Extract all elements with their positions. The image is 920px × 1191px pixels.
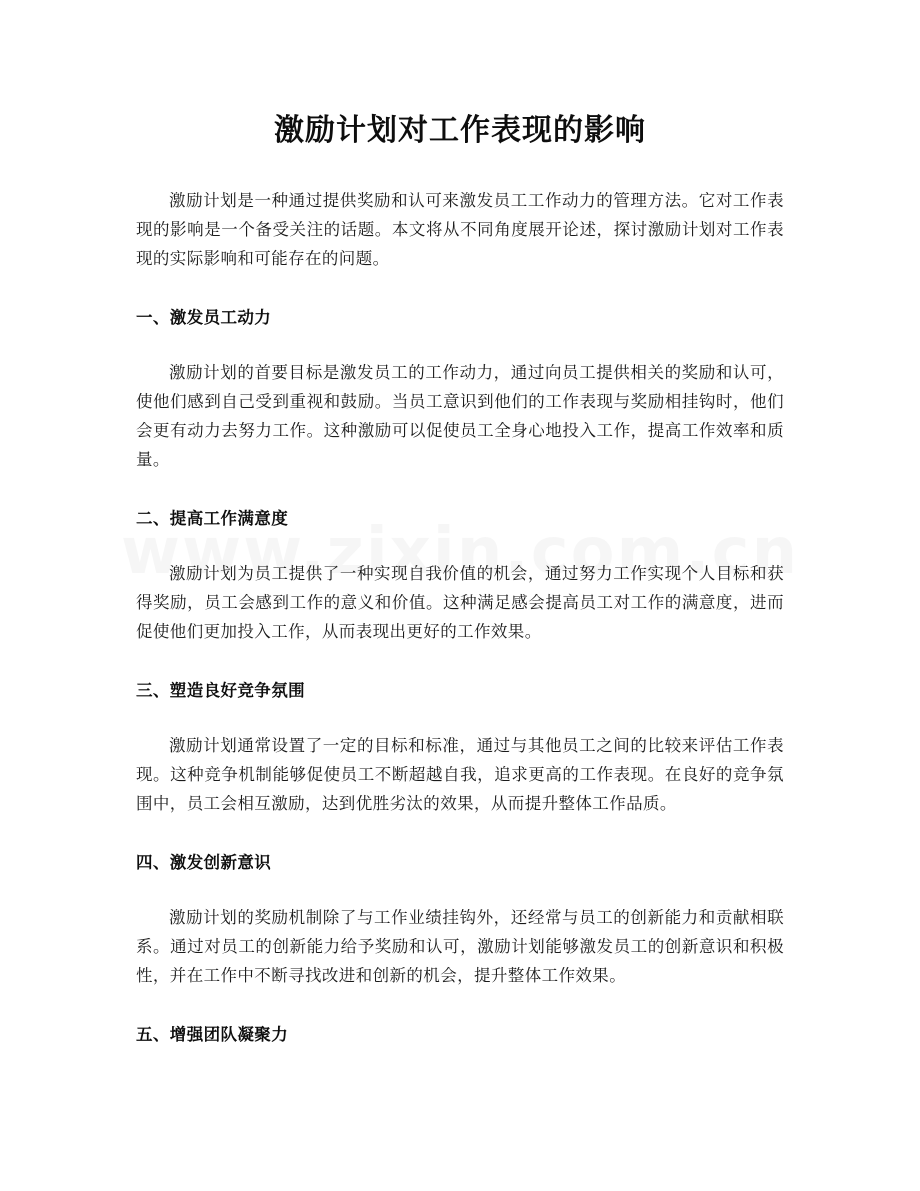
section-body-2: 激励计划为员工提供了一种实现自我价值的机会，通过努力工作实现个人目标和获得奖励，员工会感到工作的意义和价值。这种满足感会提高员工对工作的满意度，进而促使他们更加投入工作，从而表现出更好的工作效果。	[136, 564, 784, 641]
intro-paragraph: 激励计划是一种通过提供奖励和认可来激发员工工作动力的管理方法。它对工作表现的影响是一个备受关注的话题。本文将从不同角度展开论述，探讨激励计划对工作表现的实际影响和可能存在的问题。	[136, 191, 784, 268]
section-body-1: 激励计划的首要目标是激发员工的工作动力，通过向员工提供相关的奖励和认可，使他们感到自己受到重视和鼓励。当员工意识到他们的工作表现与奖励相挂钩时，他们会更有动力去努力工作。这种激励可以促使员工全身心地投入工作，提高工作效率和质量。	[136, 363, 784, 469]
section-heading-5: 五、增强团队凝聚力	[136, 1025, 289, 1044]
section-heading-4: 四、激发创新意识	[136, 853, 272, 872]
section-heading-3: 三、塑造良好竞争氛围	[136, 681, 305, 700]
document-title: 激励计划对工作表现的影响	[274, 113, 646, 148]
section-body-4: 激励计划的奖励机制除了与工作业绩挂钩外，还经常与员工的创新能力和贡献相联系。通过对员工的创新能力给予奖励和认可，激励计划能够激发员工的创新意识和积极性，并在工作中不断寻找改进和创新的机会，提升整体工作效果。	[136, 908, 784, 985]
section-body-3: 激励计划通常设置了一定的目标和标准，通过与其他员工之间的比较来评估工作表现。这种竞争机制能够促使员工不断超越自我，追求更高的工作表现。在良好的竞争氛围中，员工会相互激励，达到优胜劣汰的效果，从而提升整体工作品质。	[136, 736, 784, 813]
section-heading-1: 一、激发员工动力	[136, 308, 272, 327]
section-heading-2: 二、提高工作满意度	[136, 509, 289, 528]
